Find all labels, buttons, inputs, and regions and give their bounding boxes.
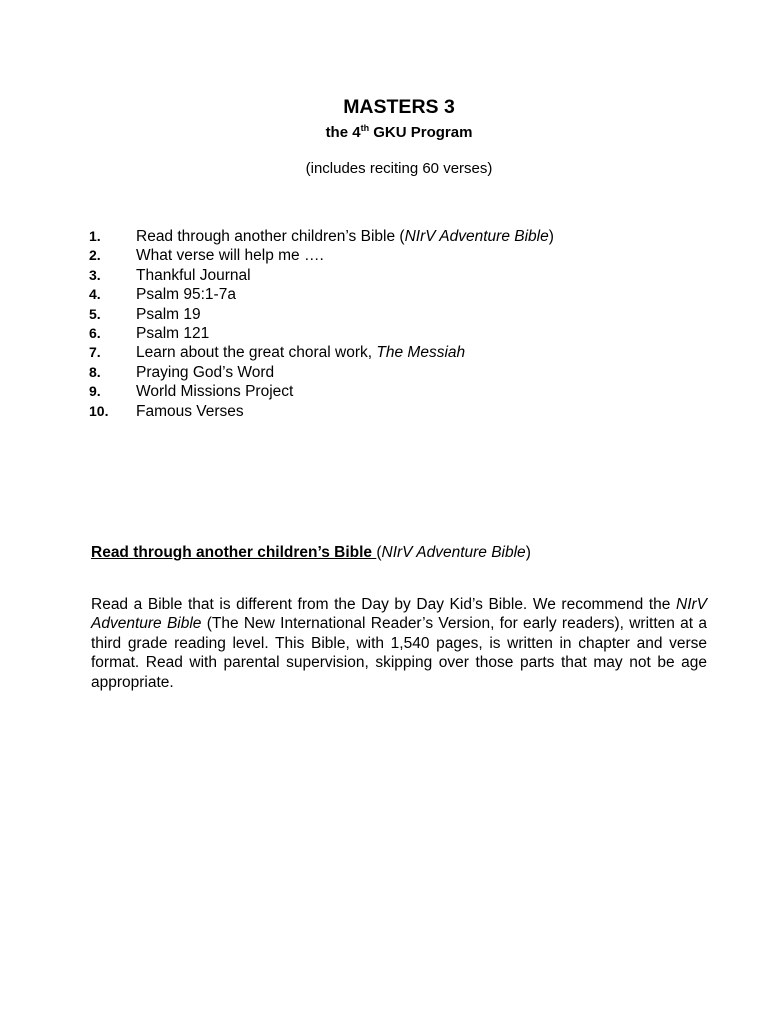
- section-heading-paren-open: (: [376, 544, 382, 561]
- list-item: [89, 402, 709, 421]
- list-item: [89, 266, 709, 285]
- list-item-number: 3.: [89, 266, 101, 283]
- list-item-text: Famous Verses: [136, 402, 244, 420]
- page-subtitle: [0, 124, 770, 141]
- list-item-number: 10.: [89, 402, 109, 419]
- list-item-text: Praying God’s Word: [136, 363, 275, 381]
- list-item-text: Thankful Journal: [136, 266, 251, 284]
- list-item-text: World Missions Project: [136, 383, 294, 401]
- list-item: [89, 305, 709, 324]
- list-item: [89, 343, 709, 362]
- list-item: [89, 285, 709, 304]
- list-item-number: 4.: [89, 286, 101, 303]
- paragraph-text-part2: (The New International Reader’s Version, for early readers), written at a third grade reading level. This Bible, with 1,540 pages, is written in chapter and verse format. Read with parental supervision, skipping over those parts that may not be age appropriate.: [91, 615, 708, 691]
- paragraph-text-italic: NIrV Adventure Bible: [91, 596, 707, 633]
- list-item-text-italic: NIrV Adventure Bible: [404, 228, 549, 245]
- list-item: [89, 363, 709, 382]
- page-title: MASTERS 3: [343, 96, 455, 118]
- list-item-text: [136, 343, 465, 362]
- section-heading: [91, 544, 531, 562]
- section-heading-title: Read through another children’s Bible: [91, 544, 377, 561]
- subtitle-suffix: GKU Program: [369, 124, 473, 141]
- list-item-number: 6.: [89, 324, 101, 341]
- subtitle-ordinal: th: [360, 123, 370, 133]
- list-item-number: 1.: [89, 228, 101, 244]
- section-heading-italic: NIrV Adventure Bible: [381, 544, 526, 561]
- list-item-number: 9.: [89, 383, 101, 400]
- list-item: [89, 227, 709, 246]
- list-item: [89, 382, 709, 401]
- list-item: [89, 324, 709, 343]
- list-item-text-plain: Read through another children’s Bible (: [136, 228, 405, 245]
- list-item-text-italic: The Messiah: [376, 344, 466, 362]
- verse-count-note: (includes reciting 60 verses): [305, 160, 493, 177]
- section-heading-paren-close: ): [525, 544, 531, 561]
- paragraph-text-part1: Read a Bible that is different from the Day by Day Kid’s Bible. We recommend the: [91, 596, 676, 613]
- list-item-text-tail: ): [548, 228, 554, 245]
- list-item-text: [136, 227, 554, 246]
- list-item-number: 7.: [89, 344, 101, 361]
- requirements-list: [89, 227, 709, 421]
- list-item: [89, 246, 709, 265]
- list-item-number: 5.: [89, 305, 101, 322]
- subtitle-prefix: the 4: [325, 124, 361, 141]
- section-paragraph: [91, 595, 707, 692]
- list-item-text: Psalm 121: [136, 324, 210, 342]
- list-item-text: What verse will help me ….: [136, 247, 324, 265]
- list-item-text: Psalm 95:1-7a: [136, 286, 236, 304]
- list-item-text: Psalm 19: [136, 305, 201, 323]
- list-item-text-plain: Learn about the great choral work,: [136, 344, 377, 362]
- list-item-number: 8.: [89, 363, 101, 380]
- list-item-number: 2.: [89, 247, 101, 264]
